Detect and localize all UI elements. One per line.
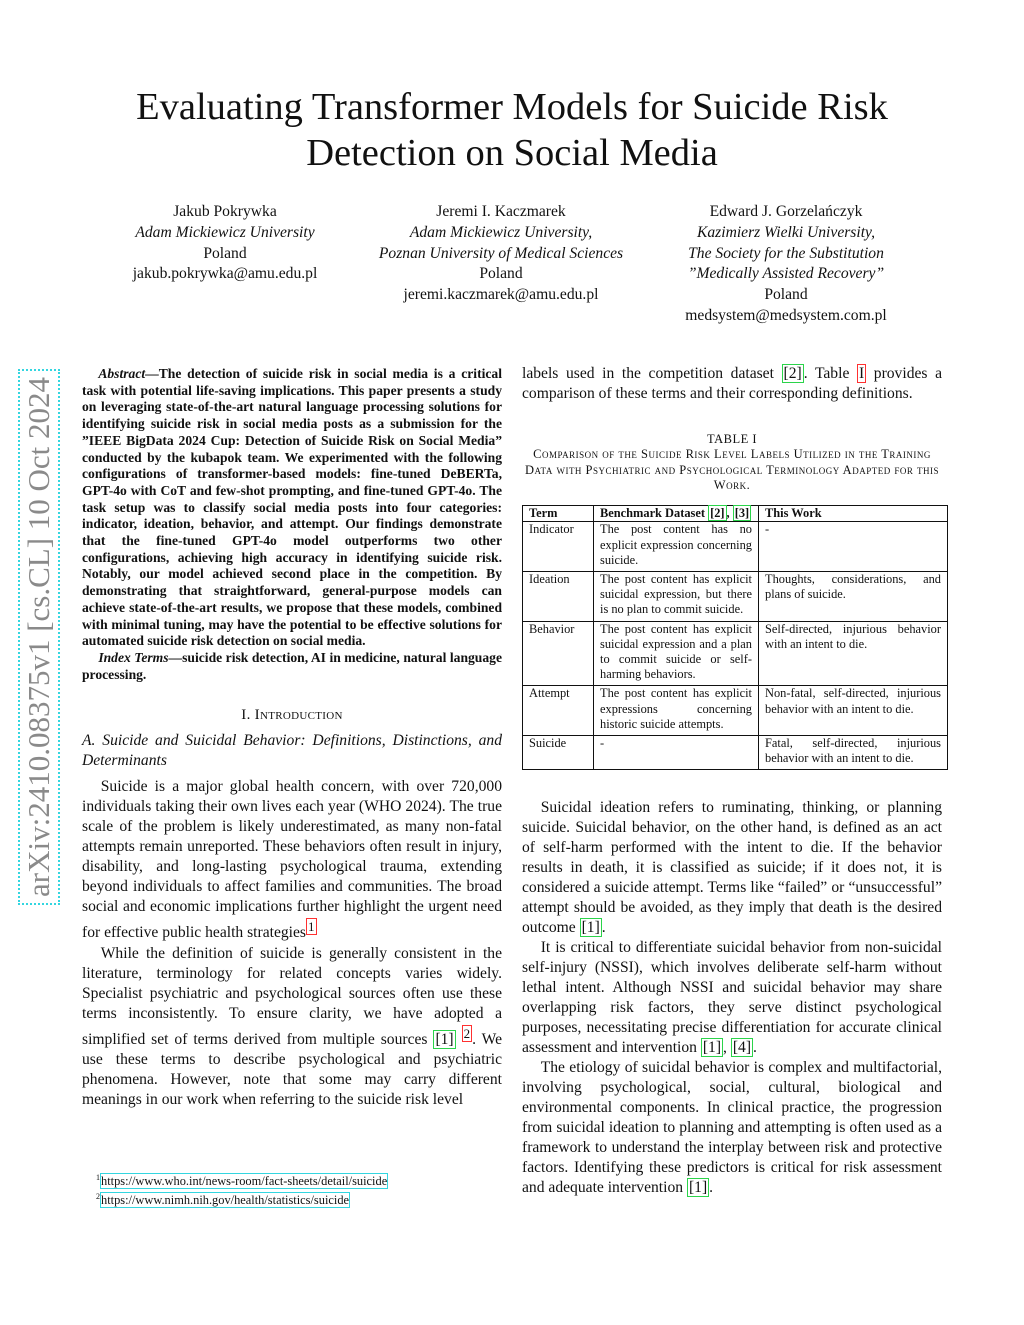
text-run: provides a comparison of these terms and their corresponding definitions. [522,365,943,402]
citation-link[interactable]: [1] [688,1179,708,1197]
citation-link[interactable]: [1] [435,1030,454,1048]
benchmark-cell: - [594,736,759,770]
citation-link[interactable]: [1] [581,919,600,937]
paragraph [522,1058,942,1198]
paragraph [522,938,942,1058]
author-2 [346,202,656,306]
text-run: Suicidal ideation refers to ruminating, thinking, or planning suicide. Suicidal behavior, on the other hand, is defined as an act of self-harm performed with the intent to die. If the behavior results in death, it is classified as suicide; if it does not, it is considered a suicide attempt. Terms like “failed” or “unsuccessful” attempt should be avoided, as they imply that death is the desired outcome [522,799,942,937]
term-cell: Attempt [523,686,594,736]
paragraph [522,798,942,938]
author-name: Jeremi I. Kaczmarek [436,203,566,220]
benchmark-cell: The post content has explicit suicidal expression and a plan to commit suicide or self-harming behaviors. [594,621,759,686]
author-affiliation: Kazimierz Wielki University, [696,223,875,241]
term-cell: Behavior [523,621,594,686]
this-work-cell: Thoughts, considerations, and plans of suicide. [759,572,948,622]
index-terms [82,650,502,683]
table-header: Benchmark Dataset [2] , [3] [594,506,759,522]
text-run: . Table [803,365,857,382]
abstract-label: Abstract [98,366,146,381]
table-row [523,736,948,770]
table-row [523,621,948,686]
author-affiliation: Adam Mickiewicz University [135,223,315,241]
index-terms-label: Index Terms [98,649,169,665]
index-terms-text: —suicide risk detection, AI in medicine, natural language processing. [82,649,502,682]
benchmark-cell: The post content has explicit suicidal expression, but there is no plan to commit suicide. [594,572,759,622]
citation-link[interactable]: [2] [710,506,725,521]
footnote-number: 1 [96,1173,100,1182]
abstract-text: —The detection of suicide risk in social media is a critical task with potential life-saving implications. This paper presents a study on leveraging state-of-the-art natural language processing solutions for identifying suicide risk in social media posts as a submission for the ”IEEE BigData 2024 Cup: Detection of Suicide Risk on Social Media” conducted by the kubapok team. We experimented with the following configurations of transformer-based models: fine-tuned DeBERTa, GPT-4o with CoT and few-shot prompting, and fine-tuned GPT-4o. The task setup was to classify social media posts into four categories: indicator, ideation, behavior, and attempt. Our findings demonstrate that the fine-tuned GPT-4o model outperforms two other configurations, achieving high accuracy in identifying suicide risk. Notably, our model achieved second place in the competition. By demonstrating that straightforward, general-purpose models can achieve state-of-the-art results, we propose that these models, combined with minimal tuning, may have the potential to be effective solutions for automated suicide risk detection on social media. [82,366,502,649]
this-work-cell: - [759,522,948,572]
paragraph [82,944,502,1110]
author-3 [650,202,922,327]
author-email: jeremi.kaczmarek@amu.edu.pl [403,286,599,304]
table-caption [522,432,942,493]
author-email: medsystem@medsystem.com.pl [685,306,887,324]
citation-link[interactable]: [2] [783,365,802,382]
table-caption-text: Comparison of the Suicide Risk Level Labels Utilized in the Training Data with Psychiatric and Psychological Terminology Adapted for this Work. [525,447,939,492]
term-cell: Indicator [523,522,594,572]
author-affiliation: Poznan University of Medical Sciences [378,244,624,262]
author-name: Jakub Pokrywka [173,203,277,220]
arxiv-stamp: arXiv:2410.08375v1 [cs.CL] 10 Oct 2024 [18,369,60,905]
footnotes [96,1170,388,1208]
this-work-cell: Fatal, self-directed, injurious behavior with an intent to die. [759,736,948,770]
citation-link[interactable]: [4] [732,1039,752,1057]
text-run: . We use these terms to describe psychological and psychiatric phenomena. However, note that some may carry different meanings in our work when referring to the suicide risk level [82,1030,502,1108]
right-column [522,364,942,1198]
table-header: Term [523,506,594,522]
author-email: jakub.pokrywka@amu.edu.pl [132,265,318,283]
this-work-cell: Self-directed, injurious behavior with an intent to die. [759,621,948,686]
left-body [82,777,502,1109]
term-cell: Suicide [523,736,594,770]
footnote-ref-link[interactable]: 2 [463,1025,471,1041]
paragraph [522,364,942,404]
author-affiliation: ”Medically Assisted Recovery” [687,265,885,283]
footnote-link[interactable]: https://www.who.int/news-room/fact-sheets/detail/suicide [101,1174,388,1189]
right-body-top [522,364,942,404]
text-run: It is critical to differentiate suicidal behavior from non-suicidal self-injury (NSSI), which involves deliberate self-harm without lethal intent. Although NSSI and suicidal behavior may share overlapping risk factors, they serve distinct psychological purposes, necessitating precise differentiation for accurate clinical assessment and intervention [522,939,942,1057]
paper-title: Evaluating Transformer Models for Suicide Risk Detection on Social Media [136,86,888,174]
table-header: This Work [759,506,948,522]
right-body [522,798,942,1198]
citation-link[interactable]: [3] [734,506,750,521]
table-row [523,572,948,622]
text-run: The etiology of suicidal behavior is complex and multifactorial, involving psychological, social, cultural, biological and environmental components. In clinical practice, the progression from suicidal ideation to planning and attempting is often used as a framework to understand the interplay between risk and protective factors. Identifying these predictors is critical for risk assessment and adequate intervention [522,1059,942,1197]
footnote [96,1170,388,1189]
text-run: . [753,1039,757,1057]
abstract [82,366,502,650]
left-column [82,366,502,1110]
section-heading: I. Introduction [241,707,343,724]
paragraph [82,777,502,943]
text-run: While the definition of suicide is generally consistent in the literature, terminology for related concepts varies widely. Specialist psychiatric and psychological sources often use these terms inconsistently. To ensure clarity, we have adopted a simplified set of terms derived from multiple sources [82,944,502,1048]
author-name: Edward J. Gorzelańczyk [709,203,863,220]
citation-link[interactable]: [1] [702,1039,722,1057]
author-country: Poland [764,286,808,304]
footnote-ref-link[interactable]: 1 [308,919,315,935]
header-text: Benchmark Dataset [600,506,705,521]
comparison-table [522,505,948,770]
text-run: , [723,1039,731,1057]
text-run: labels used in the competition dataset [522,365,782,382]
text-run [456,1031,462,1048]
this-work-cell: Non-fatal, self-directed, injurious behavior with an intent to die. [759,686,948,736]
text-run: . [601,919,606,937]
text-run: Suicide is a major global health concern, with over 720,000 individuals taking their own lives each year (WHO 2024). The true scale of the problem is likely underestimated, as many non-fatal attempts remain unreported. These behaviors often result in injury, disability, and long-lasting psychological trauma, extending beyond individuals to affect families and communities. The broad social and economic implications further highlight the urgent need for effective public health strategies [82,778,502,942]
text-run: . [709,1179,714,1197]
author-1 [100,202,350,285]
author-affiliation: The Society for the Substitution [688,244,884,262]
footnote [96,1189,388,1208]
benchmark-cell: The post content has no explicit expression concerning suicide. [594,522,759,572]
table-row [523,686,948,736]
author-country: Poland [479,265,523,283]
footnote-link[interactable]: https://www.nimh.nih.gov/health/statistics/suicide [101,1193,350,1208]
table-label: TABLE I [706,432,758,446]
term-cell: Ideation [523,572,594,622]
footnote-number: 2 [96,1192,100,1202]
subsection-heading: A. Suicide and Suicidal Behavior: Definitions, Distinctions, and Determinants [82,732,502,770]
table-ref-link[interactable]: I [858,365,865,382]
table-row [523,522,948,572]
author-affiliation: Adam Mickiewicz University, [409,223,593,241]
benchmark-cell: The post content has explicit expressions concerning historic suicide attempts. [594,686,759,736]
author-country: Poland [203,244,247,262]
